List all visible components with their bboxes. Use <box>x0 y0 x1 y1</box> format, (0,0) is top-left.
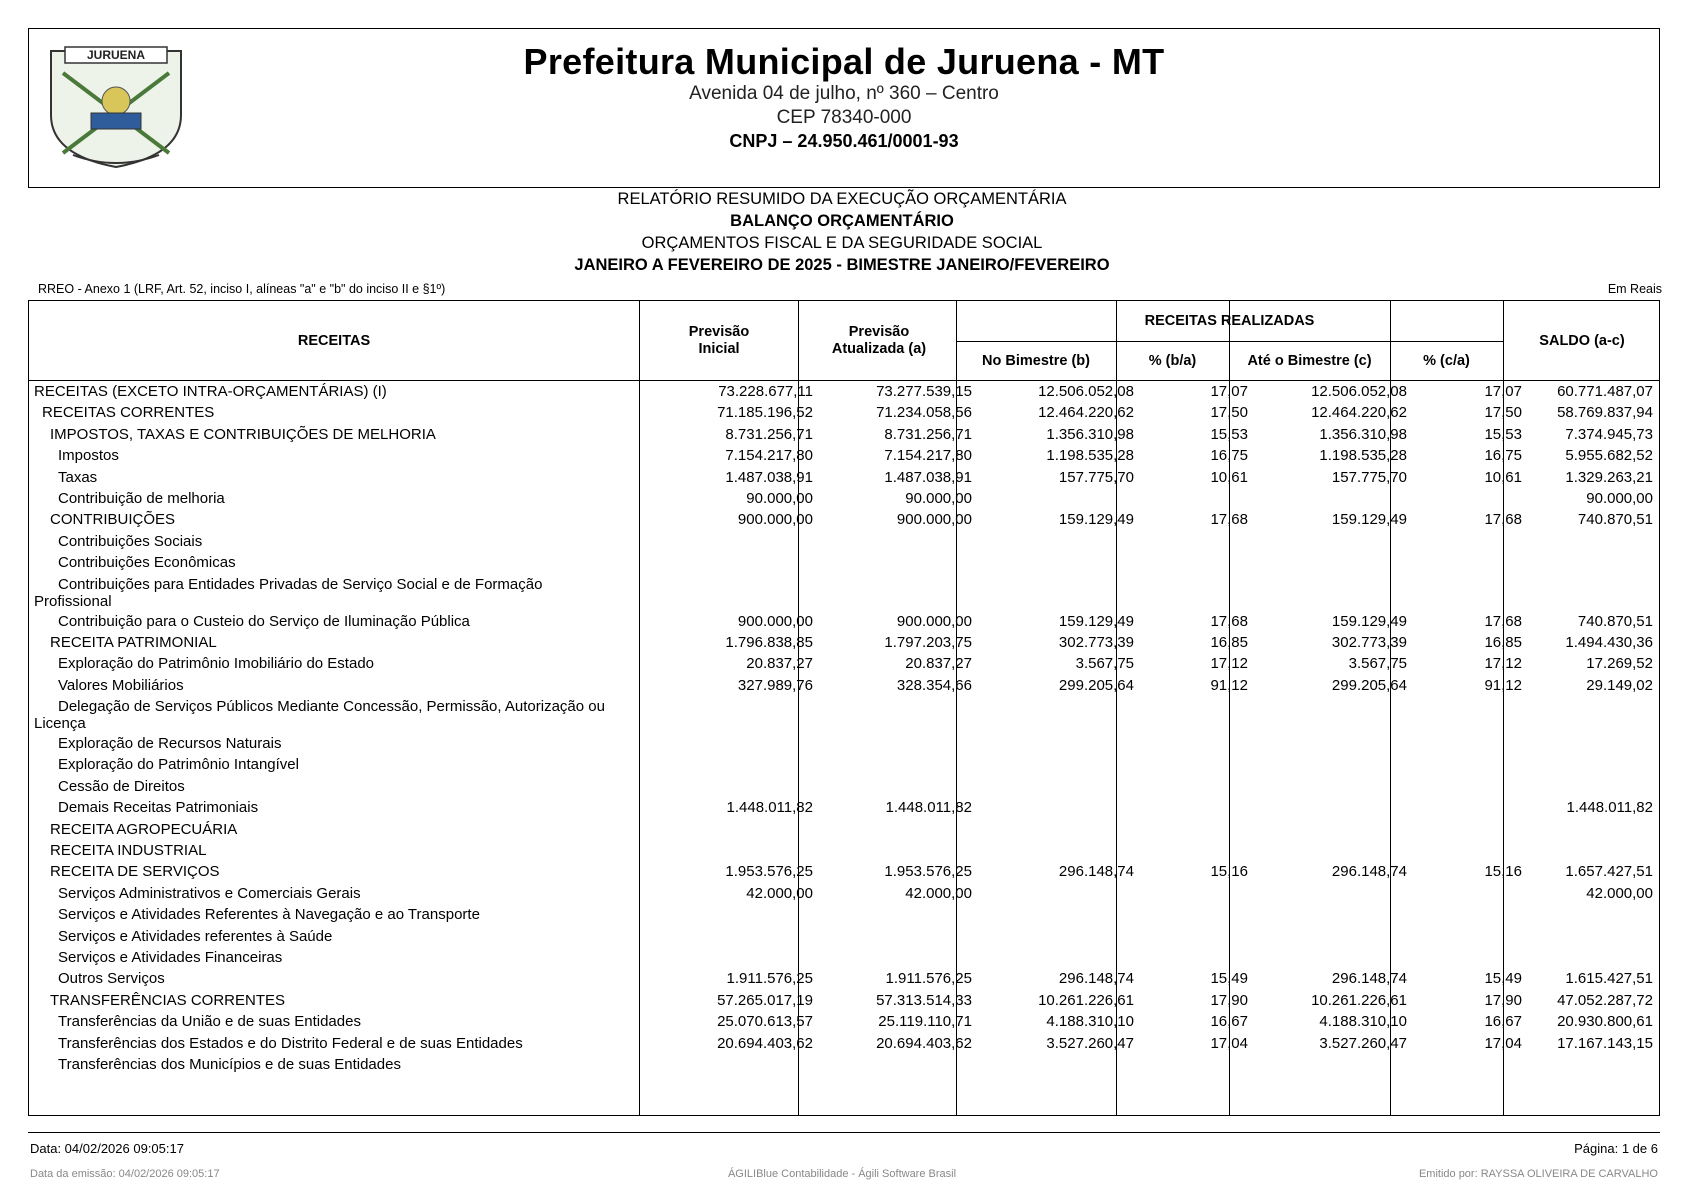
cell-value: 17,12 <box>1210 655 1248 673</box>
row-label: RECEITA INDUSTRIAL <box>50 842 207 860</box>
cell-value: 57.265.017,19 <box>717 991 813 1009</box>
cell-value: 73.277.539,15 <box>876 383 972 400</box>
footer-date: Data: 04/02/2026 09:05:17 <box>30 1141 184 1156</box>
cell-value: 1.953.576,25 <box>725 863 813 881</box>
row-label: Contribuições Sociais <box>58 532 203 550</box>
cell-value: 1.329.263,21 <box>1565 468 1653 486</box>
row-label: Serviços Administrativos e Comerciais Gerais <box>58 884 361 902</box>
cell-value: 296.148,74 <box>1058 863 1134 881</box>
cell-value: 3.527.260,47 <box>1046 1034 1134 1052</box>
row-label: Exploração do Patrimônio Intangível <box>58 756 299 774</box>
row-label-continuation: Profissional <box>34 592 112 610</box>
report-title: RELATÓRIO RESUMIDO DA EXECUÇÃO ORÇAMENTÁRIA <box>617 190 1067 208</box>
cell-value: 60.771.487,07 <box>1557 383 1653 400</box>
table-row <box>29 947 1659 968</box>
table-row <box>29 990 1659 1011</box>
table-row <box>29 696 1659 733</box>
row-label: CONTRIBUIÇÕES <box>50 511 176 529</box>
footer-page-number: Página: 1 de 6 <box>1574 1141 1658 1156</box>
cell-value: 16,85 <box>1484 633 1522 651</box>
row-label: Serviços e Atividades Referentes à Navegação e ao Transporte <box>58 906 480 924</box>
cell-value: 17,68 <box>1484 612 1522 630</box>
table-row <box>29 883 1659 904</box>
cell-value: 15,49 <box>1210 970 1248 988</box>
row-label: Delegação de Serviços Públicos Mediante Concessão, Permissão, Autorização ou <box>58 698 605 716</box>
table-row <box>29 445 1659 466</box>
row-label: Serviços e Atividades Financeiras <box>58 948 283 966</box>
cell-value: 159.129,49 <box>1331 612 1407 630</box>
table-row <box>29 776 1659 797</box>
cell-value: 42.000,00 <box>1586 884 1653 902</box>
cell-value: 10.261.226,61 <box>1038 991 1134 1009</box>
logo-text: JURUENA <box>86 48 146 62</box>
cell-value: 7.374.945,73 <box>1565 425 1653 443</box>
cell-value: 157.775,70 <box>1331 468 1407 486</box>
cell-value: 17.269,52 <box>1586 655 1653 673</box>
cell-value: 17,68 <box>1484 511 1522 529</box>
cell-value: 1.356.310,98 <box>1046 425 1134 443</box>
cell-value: 25.070.613,57 <box>717 1013 813 1031</box>
org-cep: CEP 78340-000 <box>776 107 912 128</box>
cell-value: 16,75 <box>1484 447 1522 465</box>
table-row <box>29 552 1659 573</box>
cell-value: 17.167.143,15 <box>1557 1034 1653 1052</box>
cell-value: 1.796.838,85 <box>725 633 813 651</box>
row-label: Exploração de Recursos Naturais <box>58 735 282 753</box>
cell-value: 740.870,51 <box>1577 612 1653 630</box>
cell-value: 1.953.576,25 <box>884 863 972 881</box>
row-label: Contribuições para Entidades Privadas de Serviço Social e de Formação <box>58 575 543 593</box>
cell-value: 73.228.677,11 <box>718 383 813 400</box>
cell-value: 7.154.217,80 <box>884 447 972 465</box>
cell-value: 900.000,00 <box>737 612 813 630</box>
table-row <box>29 754 1659 775</box>
currency-unit: Em Reais <box>1607 282 1662 296</box>
cell-value: 1.494.430,36 <box>1565 633 1653 651</box>
cell-value: 900.000,00 <box>737 511 813 529</box>
row-label: Contribuições Econômicas <box>58 554 236 572</box>
cell-value: 91,12 <box>1484 676 1522 694</box>
cell-value: 1.487.038,91 <box>884 468 972 486</box>
table-row <box>29 611 1659 632</box>
cell-value: 1.657.427,51 <box>1565 863 1653 881</box>
table-row <box>29 632 1659 653</box>
cell-value: 7.154.217,80 <box>725 447 813 465</box>
cell-value: 10.261.226,61 <box>1311 991 1407 1009</box>
table-row <box>29 574 1659 611</box>
table-row <box>29 402 1659 423</box>
row-label: Outros Serviços <box>58 970 165 988</box>
cell-value: 1.198.535,28 <box>1046 447 1134 465</box>
cell-value: 1.198.535,28 <box>1319 447 1407 465</box>
footer-emission-date: Data da emissão: 04/02/2026 09:05:17 <box>30 1168 220 1180</box>
cell-value: 302.773,39 <box>1058 633 1134 651</box>
cell-value: 4.188.310,10 <box>1046 1013 1134 1031</box>
row-label: Contribuição de melhoria <box>58 489 225 507</box>
cell-value: 1.448.011,82 <box>1566 799 1653 817</box>
table-body <box>29 381 1659 1075</box>
report-scope: ORÇAMENTOS FISCAL E DA SEGURIDADE SOCIAL <box>641 234 1043 252</box>
cell-value: 71.234.058,56 <box>876 404 972 422</box>
cell-value: 3.567,75 <box>1075 655 1134 673</box>
table-header <box>29 301 1659 381</box>
row-label: Contribuição para o Custeio do Serviço de Iluminação Pública <box>58 612 470 630</box>
row-label: Taxas <box>58 468 98 486</box>
cell-value: 159.129,49 <box>1058 612 1134 630</box>
cell-value: 1.356.310,98 <box>1319 425 1407 443</box>
cell-value: 20.694.403,62 <box>876 1034 972 1052</box>
annex-reference: RREO - Anexo 1 (LRF, Art. 52, inciso I, alíneas "a" e "b" do inciso II e §1º) <box>38 282 446 296</box>
cell-value: 1.487.038,91 <box>725 468 813 486</box>
cell-value: 328.354,66 <box>896 676 972 694</box>
cell-value: 900.000,00 <box>896 511 972 529</box>
cell-value: 8.731.256,71 <box>725 425 813 443</box>
table-row <box>29 819 1659 840</box>
cell-value: 159.129,49 <box>1331 511 1407 529</box>
table-row <box>29 840 1659 861</box>
cell-value: 12.506.052,08 <box>1038 383 1134 400</box>
cell-value: 1.448.011,82 <box>726 799 813 817</box>
cell-value: 296.148,74 <box>1331 863 1407 881</box>
cell-value: 12.506.052,08 <box>1311 383 1407 400</box>
cell-value: 71.185.196,52 <box>717 404 813 422</box>
header-pct-ca: % (c/a) <box>1423 352 1470 369</box>
cell-value: 17,04 <box>1484 1034 1522 1052</box>
row-label: Transferências dos Municípios e de suas Entidades <box>58 1055 401 1073</box>
cell-value: 15,53 <box>1210 425 1248 443</box>
cell-value: 16,85 <box>1210 633 1248 651</box>
row-label: IMPOSTOS, TAXAS E CONTRIBUIÇÕES DE MELHORIA <box>50 425 436 443</box>
cell-value: 15,53 <box>1484 425 1522 443</box>
table-row <box>29 733 1659 754</box>
cell-value: 15,49 <box>1484 970 1522 988</box>
report-period: JANEIRO A FEVEREIRO DE 2025 - BIMESTRE JANEIRO/FEVEREIRO <box>574 256 1110 274</box>
table-row <box>29 1033 1659 1054</box>
cell-value: 90.000,00 <box>746 489 813 507</box>
table-row <box>29 675 1659 696</box>
cell-value: 16,67 <box>1210 1013 1248 1031</box>
cell-value: 91,12 <box>1210 676 1248 694</box>
cell-value: 12.464.220,62 <box>1311 404 1407 422</box>
header-saldo: SALDO (a-c) <box>1539 332 1625 349</box>
cell-value: 20.930.800,61 <box>1557 1013 1653 1031</box>
footer-issued-by: Emitido por: RAYSSA OLIVEIRA DE CARVALHO <box>1418 1168 1658 1180</box>
table-row <box>29 509 1659 530</box>
row-label: TRANSFERÊNCIAS CORRENTES <box>50 991 286 1009</box>
cell-value: 29.149,02 <box>1586 676 1653 694</box>
header-box <box>28 28 1660 188</box>
cell-value: 296.148,74 <box>1058 970 1134 988</box>
cell-value: 57.313.514,33 <box>876 991 972 1009</box>
header-previsao-inicial: Previsão Inicial <box>688 324 750 357</box>
table-row <box>29 467 1659 488</box>
header-ate-bimestre: Até o Bimestre (c) <box>1247 352 1372 369</box>
cell-value: 17,12 <box>1484 655 1522 673</box>
row-label: RECEITA AGROPECUÁRIA <box>50 820 238 838</box>
row-label: Valores Mobiliários <box>58 676 184 694</box>
cell-value: 90.000,00 <box>905 489 972 507</box>
cell-value: 327.989,76 <box>737 676 813 694</box>
row-label-continuation: Licença <box>34 715 86 733</box>
cell-value: 12.464.220,62 <box>1038 404 1134 422</box>
row-label: RECEITAS CORRENTES <box>42 404 215 422</box>
footer-system-name: ÁGILIBlue Contabilidade - Ágili Software Brasil <box>727 1168 957 1180</box>
table-row <box>29 653 1659 674</box>
cell-value: 157.775,70 <box>1058 468 1134 486</box>
cell-value: 17,07 <box>1210 383 1248 400</box>
table-row <box>29 531 1659 552</box>
header-no-bimestre: No Bimestre (b) <box>982 352 1090 369</box>
cell-value: 740.870,51 <box>1577 511 1653 529</box>
row-label: RECEITA PATRIMONIAL <box>50 633 217 651</box>
cell-value: 10,61 <box>1484 468 1522 486</box>
cell-value: 299.205,64 <box>1058 676 1134 694</box>
header-pct-ba: % (b/a) <box>1148 352 1197 369</box>
row-label: Impostos <box>58 447 119 465</box>
table-row <box>29 968 1659 989</box>
cell-value: 1.797.203,75 <box>884 633 972 651</box>
header-previsao-atualizada: Previsão Atualizada (a) <box>831 324 927 357</box>
cell-value: 15,16 <box>1210 863 1248 881</box>
cell-value: 16,67 <box>1484 1013 1522 1031</box>
row-label: Exploração do Patrimônio Imobiliário do Estado <box>58 655 375 673</box>
cell-value: 47.052.287,72 <box>1557 991 1653 1009</box>
budget-table <box>28 300 1660 1116</box>
table-row <box>29 1011 1659 1032</box>
cell-value: 17,50 <box>1484 404 1522 422</box>
cell-value: 20.837,27 <box>905 655 972 673</box>
row-label: Transferências da União e de suas Entidades <box>58 1013 361 1031</box>
row-label: RECEITA DE SERVIÇOS <box>50 863 220 881</box>
cell-value: 17,04 <box>1210 1034 1248 1052</box>
cell-value: 302.773,39 <box>1331 633 1407 651</box>
cell-value: 42.000,00 <box>746 884 813 902</box>
cell-value: 42.000,00 <box>905 884 972 902</box>
cell-value: 17,50 <box>1210 404 1248 422</box>
cell-value: 90.000,00 <box>1586 489 1653 507</box>
row-label: Transferências dos Estados e do Distrito Federal e de suas Entidades <box>58 1034 523 1052</box>
cell-value: 17,68 <box>1210 612 1248 630</box>
row-label: RECEITAS (EXCETO INTRA-ORÇAMENTÁRIAS) (I) <box>34 383 387 400</box>
row-label: Serviços e Atividades referentes à Saúde <box>58 927 333 945</box>
table-row <box>29 488 1659 509</box>
table-row <box>29 424 1659 445</box>
cell-value: 25.119.110,71 <box>878 1013 972 1031</box>
cell-value: 17,90 <box>1484 991 1522 1009</box>
cell-value: 58.769.837,94 <box>1557 404 1653 422</box>
cell-value: 1.448.011,82 <box>885 799 972 817</box>
cell-value: 299.205,64 <box>1331 676 1407 694</box>
cell-value: 3.527.260,47 <box>1319 1034 1407 1052</box>
cell-value: 296.148,74 <box>1331 970 1407 988</box>
row-label: Cessão de Direitos <box>58 777 185 795</box>
cell-value: 4.188.310,10 <box>1319 1013 1407 1031</box>
table-row <box>29 861 1659 882</box>
cell-value: 17,07 <box>1484 383 1522 400</box>
cell-value: 1.615.427,51 <box>1565 970 1653 988</box>
cell-value: 20.694.403,62 <box>717 1034 813 1052</box>
cell-value: 16,75 <box>1210 447 1248 465</box>
header-receitas: RECEITAS <box>297 332 371 349</box>
cell-value: 159.129,49 <box>1058 511 1134 529</box>
footer-divider <box>28 1132 1660 1133</box>
cell-value: 15,16 <box>1484 863 1522 881</box>
cell-value: 17,68 <box>1210 511 1248 529</box>
cell-value: 900.000,00 <box>896 612 972 630</box>
table-row <box>29 904 1659 925</box>
table-row <box>29 797 1659 818</box>
cell-value: 17,90 <box>1210 991 1248 1009</box>
cell-value: 10,61 <box>1210 468 1248 486</box>
row-label: Demais Receitas Patrimoniais <box>58 799 259 817</box>
cell-value: 1.911.576,25 <box>885 970 972 988</box>
table-row <box>29 381 1659 402</box>
org-name: Prefeitura Municipal de Juruena - MT <box>523 41 1165 82</box>
report-subtitle: BALANÇO ORÇAMENTÁRIO <box>730 212 954 230</box>
org-address: Avenida 04 de julho, nº 360 – Centro <box>689 83 999 104</box>
org-cnpj: CNPJ – 24.950.461/0001-93 <box>729 131 959 151</box>
table-row <box>29 1054 1659 1075</box>
cell-value: 20.837,27 <box>746 655 813 673</box>
cell-value: 1.911.576,25 <box>726 970 813 988</box>
header-receitas-realizadas: RECEITAS REALIZADAS <box>1144 312 1315 329</box>
cell-value: 8.731.256,71 <box>884 425 972 443</box>
cell-value: 3.567,75 <box>1348 655 1407 673</box>
table-row <box>29 926 1659 947</box>
cell-value: 5.955.682,52 <box>1565 447 1653 465</box>
